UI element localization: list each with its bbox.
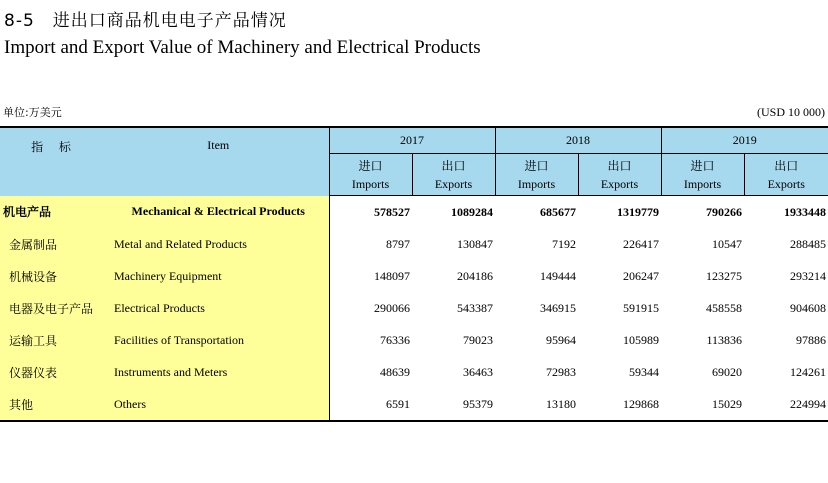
cell-value: 224994 [744, 388, 828, 421]
cell-value: 790266 [706, 204, 742, 219]
row-label-cn: 金属制品 [0, 228, 108, 260]
cell-value: 113836 [706, 332, 742, 347]
cell-value: 290066 [329, 292, 412, 324]
cell-value: 1933448 [784, 204, 826, 219]
cell-value: 95379 [412, 388, 495, 421]
header-import-cn: 进口 [329, 154, 412, 175]
header-export-en: Exports [744, 174, 828, 196]
header-year-2019: 2019 [661, 127, 828, 154]
cell-value: 346915 [540, 300, 576, 315]
cell-value: 10547 [712, 236, 742, 251]
cell-value: 123275 [706, 268, 742, 283]
cell-value: 15029 [661, 388, 744, 421]
table-row [0, 324, 828, 356]
cell-value: 7192 [552, 236, 576, 251]
header-indicator: 指 标 [0, 127, 108, 196]
cell-value: 543387 [457, 300, 493, 315]
cell-value: 13180 [495, 388, 578, 421]
table-row [0, 388, 828, 421]
cell-value: 124261 [790, 364, 826, 379]
header-year-2018: 2018 [495, 127, 661, 154]
page-title-en: Import and Export Value of Machinery and Electrical Products [4, 37, 481, 58]
row-label-en: Machinery Equipment [108, 260, 329, 292]
cell-value: 97886 [796, 332, 826, 347]
row-label-cn: 机电产品 [0, 196, 108, 229]
header-import-cn: 进口 [495, 154, 578, 175]
cell-value: 904608 [790, 300, 826, 315]
cell-value: 69020 [712, 364, 742, 379]
table-row [0, 292, 828, 324]
cell-value: 105989 [623, 332, 659, 347]
cell-value: 79023 [463, 332, 493, 347]
header-export-cn: 出口 [412, 154, 495, 175]
cell-value: 685677 [540, 204, 576, 219]
header-item: Item [108, 127, 329, 196]
header-export-cn: 出口 [578, 154, 661, 175]
cell-value: 591915 [623, 300, 659, 315]
table-row [0, 260, 828, 292]
header-export-en: Exports [578, 174, 661, 196]
cell-value: 1319779 [617, 204, 659, 219]
cell-value: 59344 [629, 364, 659, 379]
cell-value: 293214 [790, 268, 826, 283]
row-label-cn: 其他 [0, 388, 108, 421]
header-export-en: Exports [412, 174, 495, 196]
cell-value: 578527 [329, 196, 412, 229]
header-import-en: Imports [329, 174, 412, 196]
cell-value: 130847 [457, 236, 493, 251]
row-label-cn: 机械设备 [0, 260, 108, 292]
cell-value: 48639 [329, 356, 412, 388]
row-label-en: Facilities of Transportation [108, 324, 329, 356]
header-year-2017: 2017 [329, 127, 495, 154]
row-label-en: Metal and Related Products [108, 228, 329, 260]
cell-value: 129868 [578, 388, 661, 421]
table-row [0, 356, 828, 388]
header-import-cn: 进口 [661, 154, 744, 175]
cell-value: 6591 [329, 388, 412, 421]
row-label-en: Electrical Products [108, 292, 329, 324]
row-label-en: Mechanical & Electrical Products [108, 196, 329, 229]
cell-value: 95964 [546, 332, 576, 347]
cell-value: 1089284 [451, 204, 493, 219]
row-label-cn: 仪器仪表 [0, 356, 108, 388]
cell-value: 204186 [457, 268, 493, 283]
cell-value: 458558 [706, 300, 742, 315]
cell-value: 76336 [329, 324, 412, 356]
cell-value: 206247 [623, 268, 659, 283]
row-label-cn: 运输工具 [0, 324, 108, 356]
unit-label-en: (USD 10 000) [757, 105, 825, 119]
row-label-cn: 电器及电子产品 [0, 292, 108, 324]
header-import-en: Imports [495, 174, 578, 196]
row-label-en: Instruments and Meters [108, 356, 329, 388]
header-import-en: Imports [661, 174, 744, 196]
page-title-cn: 8-5 进出口商品机电电子产品情况 [4, 11, 287, 31]
table-row [0, 228, 828, 260]
table-row [0, 196, 828, 229]
cell-value: 36463 [463, 364, 493, 379]
unit-label-cn: 单位:万美元 [3, 106, 62, 119]
cell-value: 72983 [546, 364, 576, 379]
cell-value: 149444 [540, 268, 576, 283]
cell-value: 226417 [623, 236, 659, 251]
data-table [0, 126, 828, 422]
cell-value: 148097 [329, 260, 412, 292]
cell-value: 8797 [329, 228, 412, 260]
header-export-cn: 出口 [744, 154, 828, 175]
row-label-en: Others [108, 388, 329, 421]
cell-value: 288485 [790, 236, 826, 251]
